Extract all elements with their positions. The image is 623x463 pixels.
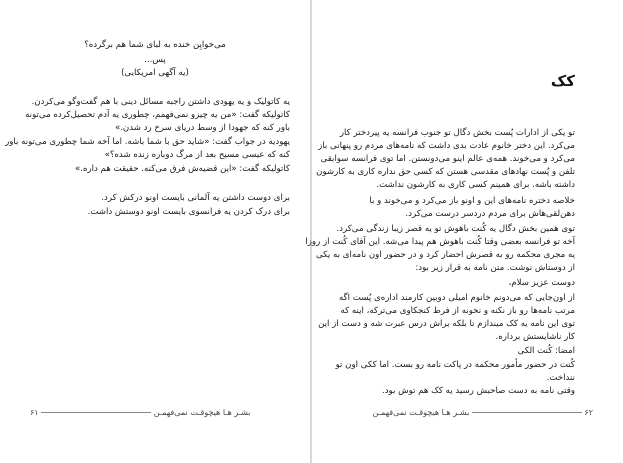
body-line: توی همین بخش دگال یه کُنت باهوش تو یه قصر زیبا زندگی می‌کرد.	[336, 224, 575, 234]
running-head: بشـر هـا هیچوقـت نمی‌فهمـن	[372, 408, 470, 417]
letter-line: دوست عزیز سلام،	[508, 278, 575, 288]
running-head: بشـر هـا هیچوقـت نمی‌فهمـن	[153, 408, 251, 417]
epigraph-source: (یه آگهی امریکایی)	[121, 68, 189, 78]
body-line: می‌کرد و می‌خوند. همه‌ی عالم اینو می‌دونستن. اما توی فرانسه سوابقی	[320, 154, 575, 164]
closing-line: برای درک کردن یه فرانسوی بایست اونو دوستش داشت.	[87, 207, 290, 217]
body-line: یه مجری محکمه رو به قصرش احضار کرد و در حضور اون نامه‌ای به یکی	[316, 250, 575, 260]
body-line: کاتولیکه گفت: «این قضیه‌ش فرق می‌کنه. حقیقت هم داره.»	[74, 164, 290, 174]
letter-line: کار ناشایستش برداره.	[495, 332, 575, 342]
body-line: وقتی نامه به دست صاحبش رسید یه کک هم توش بود.	[382, 386, 575, 396]
epigraph-line: می‌خوایِن خنده به لبای شما هم برگرده؟	[84, 40, 226, 50]
body-line: کاتولیکه گفت: «من یه چیزو نمی‌فهمم، چطوری یه آدم تحصیل‌کرده می‌تونه	[25, 110, 290, 120]
body-line: آخه تو فرانسه بعضی وقتا کُنت باهوش هم پیدا می‌شه. این آقای کُنت از روزا	[305, 237, 575, 247]
body-line: می‌کرد. این دختر خانوم عادت بدی داشت که نامه‌های مردم رو پنهانی باز	[318, 141, 575, 151]
body-line: دهن‌لقی‌هاش برای مردم دردسر درست می‌کرد.	[405, 209, 575, 219]
closing-line: برای دوست داشتن یه آلمانی بایست اونو درکش کرد.	[101, 193, 290, 203]
body-line: یهودیه در جواب گفت: «شاید حق با شما باشه. اما آخه شما چطوری می‌تونه باور	[5, 137, 290, 147]
body-line: تلفن و پُست نهادهای مقدسی هستن که کسی حق نداره کاری به کارشون	[316, 167, 575, 177]
letter-line: توی این نامه یه کک میندازم تا بلکه براش درس عبرت شه و دست از این	[318, 319, 575, 329]
right-page-footer	[373, 408, 593, 417]
body-line: از دوستاش نوشت. متن نامه به قرار زیر بود:	[415, 263, 575, 273]
body-line: خلاصه دختره نامه‌های این و اونو باز می‌کرد و می‌خوند و با	[369, 196, 575, 206]
body-line: تو یکی از ادارات پُست بخش دگال تو جنوب فرانسه یه پیردختر کار	[339, 128, 575, 138]
body-line: باور کنه که جهودا از وسط دریای سرخ رد شدن.»	[114, 123, 290, 133]
body-line: یه کاتولیک و یه یهودی داشتن راجبه مسائل دینی با هم گفت‌وگو می‌کردن.	[31, 97, 290, 107]
chapter-title: کک	[550, 72, 575, 90]
left-page-footer	[30, 408, 250, 417]
signature-line: امضا: کُنت الکی	[517, 346, 575, 356]
letter-line: از اون‌جایی که می‌دونم خانوم امیلی دوبین کارمند اداره‌ی پُست اگه	[338, 293, 575, 303]
right-page	[305, 0, 623, 463]
page-number: ۶۱	[30, 408, 39, 417]
body-line: کُنت در حضور مأمور محکمه در پاکت نامه رو بست. اما ککی اون تو	[335, 360, 575, 370]
body-line: ننداخت.	[546, 373, 575, 383]
body-line: کنه که عیسی مسیح بعد از مرگ دوباره زنده شده؟»	[104, 150, 290, 160]
letter-line: مرتب نامه‌ها رو باز نکنه و نخونه از فرط کنجکاوی می‌ترکه، اینه که	[340, 306, 575, 316]
left-page	[0, 0, 310, 463]
footer-rule	[472, 412, 582, 413]
epigraph-line: پس...	[144, 55, 166, 65]
page-number: ۶۲	[584, 408, 593, 417]
footer-rule	[41, 412, 151, 413]
body-line: داشته باشه. برای همینم کسی کاری به کارشون نداشت.	[376, 180, 575, 190]
